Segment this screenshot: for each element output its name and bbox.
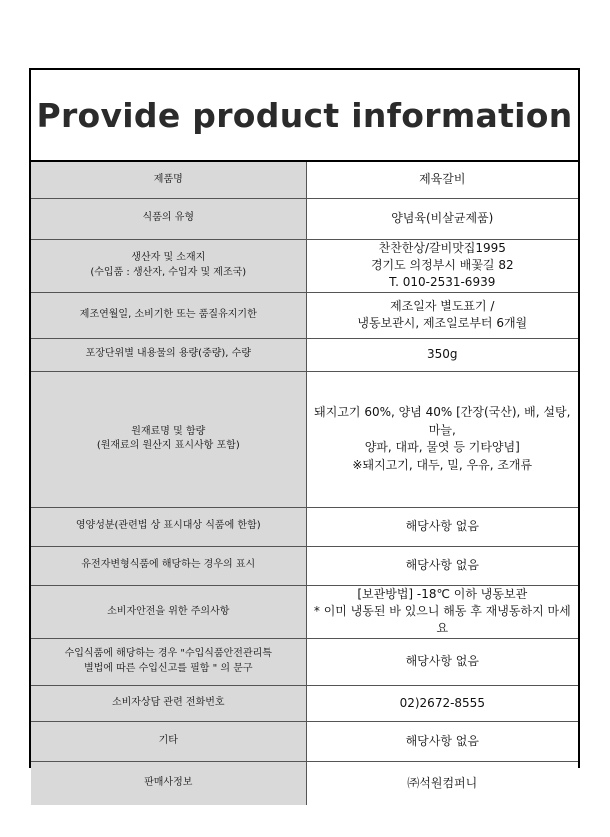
row-value-line: 경기도 의정부시 배꽃길 82: [370, 257, 514, 272]
row-label-cell: [31, 507, 306, 546]
row-value-cell: [306, 371, 578, 507]
table-row: [31, 239, 578, 292]
row-value-line: 양파, 대파, 물엿 등 기타양념]: [364, 440, 520, 455]
row-value-line: [보관방법] -18℃ 이하 냉동보관: [357, 586, 528, 601]
row-label-line: 영양성분(관련법 상 표시대상 식품에 한함): [75, 520, 261, 532]
row-value-cell: [306, 198, 578, 239]
row-value-line: 02)2672-8555: [399, 695, 485, 710]
table-row: [31, 371, 578, 507]
row-value-line: 해당사항 없음: [405, 518, 479, 533]
row-label-line: 포장단위별 내용물의 용량(중량), 수량: [85, 348, 251, 360]
row-value-cell: [306, 721, 578, 761]
row-label-cell: [31, 546, 306, 585]
table-row: [31, 162, 578, 198]
table-row: [31, 546, 578, 585]
row-value-cell: [306, 292, 578, 338]
row-value-line: 해당사항 없음: [405, 557, 479, 572]
row-value-cell: [306, 761, 578, 805]
row-label-line: 소비자안전을 위한 주의사항: [107, 605, 230, 617]
row-value-line: 제조일자 별도표기 /: [390, 298, 495, 313]
row-value-line: 양념육(비살균제품): [391, 210, 494, 225]
row-value-line: 돼지고기 60%, 양념 40% [간장(국산), 배, 설탕, 마늘,: [314, 405, 571, 437]
row-label-cell: [31, 585, 306, 638]
product-info-table: [31, 162, 578, 805]
row-label-cell: [31, 761, 306, 805]
row-label-cell: [31, 338, 306, 371]
row-value-line: * 이미 냉동된 바 있으니 해동 후 재냉동하지 마세요: [313, 604, 571, 636]
row-label-line: 원재료명 및 함량: [131, 425, 206, 437]
row-value-line: T. 010-2531-6939: [389, 275, 496, 290]
row-value-cell: [306, 585, 578, 638]
page-title: Provide product information: [31, 70, 578, 162]
row-label-cell: [31, 721, 306, 761]
row-value-cell: [306, 239, 578, 292]
row-label-cell: [31, 162, 306, 198]
row-label-cell: [31, 638, 306, 685]
row-label-cell: [31, 292, 306, 338]
row-label-line: 유전자변형식품에 해당하는 경우의 표시: [81, 559, 256, 571]
row-label-line: 제조연월일, 소비기한 또는 품질유지기한: [79, 308, 257, 320]
row-value-cell: [306, 162, 578, 198]
table-row: [31, 638, 578, 685]
row-value-cell: [306, 685, 578, 721]
row-value-line: 제육갈비: [419, 172, 466, 187]
row-label-line: 수입식품에 해당하는 경우 "수입식품안전관리특: [64, 648, 272, 660]
row-label-line: 별법에 따른 수입신고를 필함 " 의 문구: [83, 662, 253, 674]
row-label-line: 생산자 및 소재지: [131, 252, 206, 264]
row-value-line: 냉동보관시, 제조일로부터 6개월: [357, 316, 528, 331]
row-value-cell: [306, 546, 578, 585]
row-label-line: (원재료의 원산지 표시사항 포함): [96, 440, 240, 452]
table-row: [31, 685, 578, 721]
row-label-line: 판매사정보: [144, 777, 193, 789]
row-label-cell: [31, 239, 306, 292]
row-label-line: (수입품 : 생산자, 수입자 및 제조국): [90, 266, 247, 278]
row-value-cell: [306, 507, 578, 546]
table-row: [31, 292, 578, 338]
table-row: [31, 585, 578, 638]
row-label-line: 소비자상담 관련 전화번호: [111, 697, 225, 709]
table-row: [31, 721, 578, 761]
row-label-line: 기타: [158, 735, 178, 747]
row-label-cell: [31, 198, 306, 239]
row-label-line: 제품명: [153, 173, 183, 185]
row-value-line: 해당사항 없음: [405, 654, 479, 669]
row-value-line: ※돼지고기, 대두, 밀, 우유, 조개류: [352, 457, 533, 472]
product-info-sheet: [29, 68, 580, 790]
table-row: [31, 198, 578, 239]
row-label-cell: [31, 685, 306, 721]
row-value-line: 350g: [427, 346, 458, 361]
row-value-line: 찬찬한상/갈비맛집1995: [378, 240, 506, 255]
row-value-line: 해당사항 없음: [405, 733, 479, 748]
table-row: [31, 761, 578, 805]
row-value-line: ㈜석원컴퍼니: [407, 775, 478, 790]
row-label-line: 식품의 유형: [142, 212, 195, 224]
row-label-cell: [31, 371, 306, 507]
table-row: [31, 507, 578, 546]
row-value-cell: [306, 338, 578, 371]
row-value-cell: [306, 638, 578, 685]
table-row: [31, 338, 578, 371]
